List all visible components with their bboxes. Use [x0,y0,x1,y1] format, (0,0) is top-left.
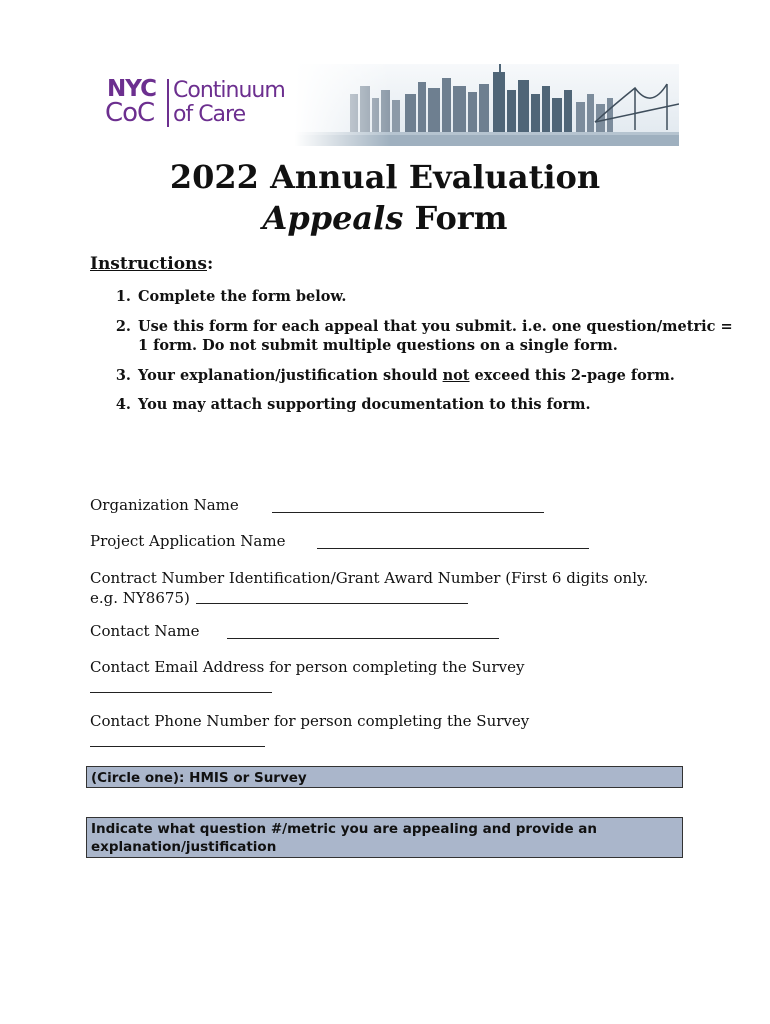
organization-name-label: Organization Name [90,496,239,514]
logo-of-care-text: of Care [173,102,246,127]
appeal-question-metric-box[interactable]: Indicate what question #/metric you are appealing and provide an explanation/justification [86,817,683,858]
city-skyline-image [295,64,679,146]
instruction-item: 4. You may attach supporting documentation to this form. [136,395,736,415]
instruction-item-text-rest: exceed this 2-page form. [469,366,675,384]
contact-phone-label: Contact Phone Number for person completing the Survey [90,712,530,730]
logo-coc-text: CoC [105,98,155,128]
contract-number-label: Contract Number Identification/Grant Award Number (First 6 digits only. e.g. NY8675) [90,569,649,607]
form-title-line2 [0,199,770,237]
instruction-item: 2. Use this form for each appeal that you submit. i.e. one question/metric = 1 form. Do not submit multiple questions on a single form. [136,317,736,356]
instructions-heading-text: Instructions [90,254,207,274]
form-title-line1: 2022 Annual Evaluation [169,158,601,196]
contact-name-label: Contact Name [90,622,200,640]
nyc-coc-logo [105,76,295,136]
instructions-heading [90,254,213,274]
title-form-word: Form [403,199,508,237]
instruction-underlined-not: not [442,366,470,384]
header-banner [105,64,679,146]
contact-email-input-line[interactable] [90,692,272,693]
organization-name-input-line[interactable] [272,512,544,513]
project-application-name-label: Project Application Name [90,532,286,550]
logo-continuum-text: Continuum [173,78,285,103]
contract-number-input-line[interactable] [196,603,468,604]
title-appeals-word: Appeals [262,199,404,237]
project-application-name-input-line[interactable] [317,548,589,549]
contact-phone-input-line[interactable] [90,746,265,747]
circle-one-hmis-or-survey-box[interactable]: (Circle one): HMIS or Survey [86,766,683,788]
instructions-list [90,287,736,425]
logo-nyc-text: NYC [107,76,156,102]
contact-name-input-line[interactable] [227,638,499,639]
instruction-item: 1. Complete the form below. [136,287,736,307]
instruction-item [136,366,736,386]
contact-email-label: Contact Email Address for person completing the Survey [90,658,525,676]
instruction-item-text: Your explanation/justification should [138,366,443,384]
logo-divider [167,79,169,127]
instructions-colon: : [206,254,214,274]
